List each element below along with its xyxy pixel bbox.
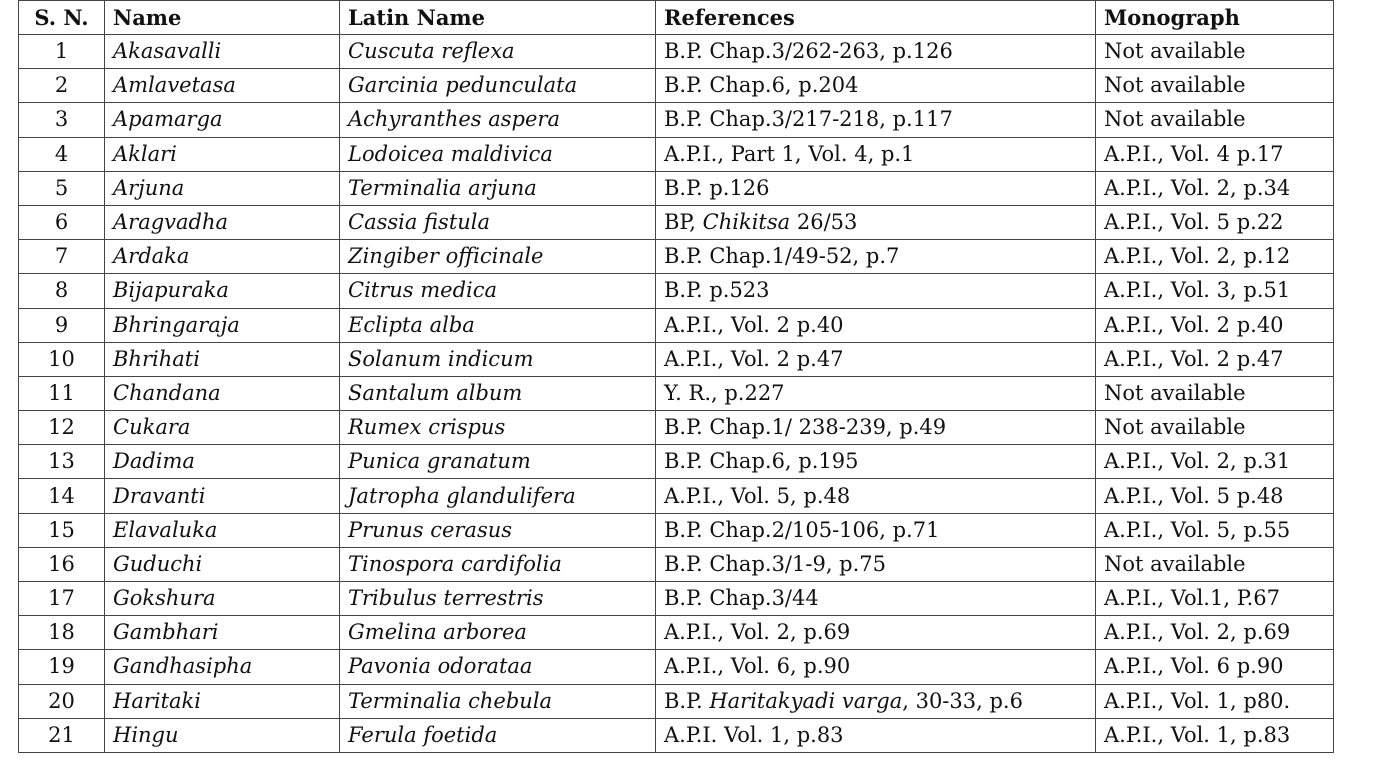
- cell-name: Hingu: [105, 718, 340, 752]
- cell-monograph: A.P.I., Vol. 2, p.31: [1096, 445, 1334, 479]
- cell-latin-name: Lodoicea maldivica: [340, 137, 656, 171]
- herb-reference-table: [18, 0, 1334, 753]
- reference-segment: A.P.I., Vol. 2 p.40: [664, 312, 844, 337]
- cell-name: Apamarga: [105, 103, 340, 137]
- cell-serial-number: 12: [19, 411, 105, 445]
- cell-name: Gambhari: [105, 616, 340, 650]
- table-row: [19, 171, 1334, 205]
- header-references: References: [656, 1, 1096, 35]
- table-row: [19, 411, 1334, 445]
- cell-serial-number: 6: [19, 205, 105, 239]
- cell-serial-number: 16: [19, 547, 105, 581]
- table-row: [19, 718, 1334, 752]
- cell-latin-name: Cuscuta reflexa: [340, 35, 656, 69]
- cell-monograph: Not available: [1096, 103, 1334, 137]
- cell-serial-number: 20: [19, 684, 105, 718]
- cell-name: Haritaki: [105, 684, 340, 718]
- cell-references: [656, 445, 1096, 479]
- reference-segment: A.P.I., Vol. 6, p.90: [664, 654, 851, 679]
- header-name: Name: [105, 1, 340, 35]
- cell-latin-name: Gmelina arborea: [340, 616, 656, 650]
- reference-italic-segment: Chikitsa: [702, 210, 791, 235]
- cell-serial-number: 14: [19, 479, 105, 513]
- cell-serial-number: 7: [19, 240, 105, 274]
- reference-segment: B.P. Chap.3/1-9, p.75: [664, 551, 887, 576]
- cell-name: Elavaluka: [105, 513, 340, 547]
- cell-latin-name: Tribulus terrestris: [340, 582, 656, 616]
- cell-latin-name: Cassia fistula: [340, 205, 656, 239]
- cell-references: [656, 513, 1096, 547]
- cell-serial-number: 11: [19, 376, 105, 410]
- table-body: [19, 35, 1334, 753]
- cell-references: [656, 582, 1096, 616]
- cell-latin-name: Citrus medica: [340, 274, 656, 308]
- reference-segment: B.P. p.523: [664, 278, 770, 303]
- cell-references: [656, 684, 1096, 718]
- cell-monograph: A.P.I., Vol. 1, p80.: [1096, 684, 1334, 718]
- cell-references: [656, 342, 1096, 376]
- reference-segment: B.P.: [664, 688, 710, 713]
- cell-serial-number: 15: [19, 513, 105, 547]
- cell-monograph: Not available: [1096, 35, 1334, 69]
- cell-serial-number: 10: [19, 342, 105, 376]
- cell-monograph: Not available: [1096, 547, 1334, 581]
- cell-name: Arjuna: [105, 171, 340, 205]
- table-row: [19, 205, 1334, 239]
- reference-segment: B.P. Chap.2/105-106, p.71: [664, 517, 940, 542]
- cell-latin-name: Achyranthes aspera: [340, 103, 656, 137]
- cell-monograph: A.P.I., Vol. 4 p.17: [1096, 137, 1334, 171]
- cell-references: [656, 650, 1096, 684]
- reference-segment: B.P. Chap.6, p.204: [664, 73, 859, 98]
- reference-segment: 26/53: [790, 210, 858, 235]
- table-row: [19, 650, 1334, 684]
- reference-segment: A.P.I., Vol. 5, p.48: [664, 483, 851, 508]
- reference-segment: B.P. Chap.1/ 238-239, p.49: [664, 415, 947, 440]
- cell-monograph: A.P.I., Vol. 5, p.55: [1096, 513, 1334, 547]
- table-row: [19, 308, 1334, 342]
- cell-name: Dadima: [105, 445, 340, 479]
- cell-references: [656, 205, 1096, 239]
- cell-serial-number: 4: [19, 137, 105, 171]
- cell-references: [656, 718, 1096, 752]
- cell-latin-name: Ferula foetida: [340, 718, 656, 752]
- cell-references: [656, 35, 1096, 69]
- cell-latin-name: Prunus cerasus: [340, 513, 656, 547]
- header-serial-number: S. N.: [19, 1, 105, 35]
- cell-serial-number: 5: [19, 171, 105, 205]
- cell-latin-name: Punica granatum: [340, 445, 656, 479]
- header-latin-name: Latin Name: [340, 1, 656, 35]
- reference-segment: B.P. p.126: [664, 175, 770, 200]
- cell-references: [656, 479, 1096, 513]
- table-row: [19, 513, 1334, 547]
- cell-name: Amlavetasa: [105, 69, 340, 103]
- reference-segment: BP,: [664, 210, 703, 235]
- cell-name: Akasavalli: [105, 35, 340, 69]
- cell-monograph: A.P.I., Vol. 1, p.83: [1096, 718, 1334, 752]
- cell-monograph: A.P.I., Vol. 5 p.48: [1096, 479, 1334, 513]
- reference-segment: A.P.I., Vol. 2, p.69: [664, 620, 851, 645]
- table-row: [19, 35, 1334, 69]
- reference-segment: A.P.I. Vol. 1, p.83: [664, 722, 844, 747]
- cell-name: Ardaka: [105, 240, 340, 274]
- cell-latin-name: Garcinia pedunculata: [340, 69, 656, 103]
- cell-monograph: A.P.I., Vol. 2 p.40: [1096, 308, 1334, 342]
- reference-segment: , 30-33, p.6: [902, 688, 1023, 713]
- cell-monograph: Not available: [1096, 69, 1334, 103]
- reference-segment: Y. R., p.227: [664, 380, 785, 405]
- cell-references: [656, 376, 1096, 410]
- reference-segment: B.P. Chap.3/262-263, p.126: [664, 39, 953, 64]
- cell-monograph: A.P.I., Vol.1, P.67: [1096, 582, 1334, 616]
- cell-name: Bhringaraja: [105, 308, 340, 342]
- cell-name: Chandana: [105, 376, 340, 410]
- cell-name: Bhrihati: [105, 342, 340, 376]
- table-row: [19, 479, 1334, 513]
- cell-references: [656, 411, 1096, 445]
- table-row: [19, 582, 1334, 616]
- cell-serial-number: 9: [19, 308, 105, 342]
- cell-monograph: A.P.I., Vol. 2, p.12: [1096, 240, 1334, 274]
- cell-references: [656, 171, 1096, 205]
- cell-serial-number: 19: [19, 650, 105, 684]
- cell-references: [656, 616, 1096, 650]
- cell-serial-number: 21: [19, 718, 105, 752]
- cell-references: [656, 274, 1096, 308]
- cell-name: Gandhasipha: [105, 650, 340, 684]
- cell-name: Cukara: [105, 411, 340, 445]
- table-row: [19, 137, 1334, 171]
- table-row: [19, 69, 1334, 103]
- cell-monograph: A.P.I., Vol. 5 p.22: [1096, 205, 1334, 239]
- reference-segment: B.P. Chap.6, p.195: [664, 449, 859, 474]
- table-row: [19, 616, 1334, 650]
- cell-serial-number: 1: [19, 35, 105, 69]
- cell-latin-name: Solanum indicum: [340, 342, 656, 376]
- cell-references: [656, 240, 1096, 274]
- cell-monograph: A.P.I., Vol. 3, p.51: [1096, 274, 1334, 308]
- reference-segment: B.P. Chap.3/217-218, p.117: [664, 107, 953, 132]
- reference-segment: A.P.I., Part 1, Vol. 4, p.1: [664, 141, 915, 166]
- cell-serial-number: 18: [19, 616, 105, 650]
- table-row: [19, 547, 1334, 581]
- cell-name: Dravanti: [105, 479, 340, 513]
- cell-name: Aklari: [105, 137, 340, 171]
- cell-name: Gokshura: [105, 582, 340, 616]
- cell-monograph: A.P.I., Vol. 2 p.47: [1096, 342, 1334, 376]
- cell-latin-name: Eclipta alba: [340, 308, 656, 342]
- cell-latin-name: Terminalia chebula: [340, 684, 656, 718]
- reference-segment: B.P. Chap.3/44: [664, 586, 819, 611]
- cell-latin-name: Terminalia arjuna: [340, 171, 656, 205]
- cell-references: [656, 103, 1096, 137]
- cell-references: [656, 69, 1096, 103]
- cell-serial-number: 13: [19, 445, 105, 479]
- cell-monograph: Not available: [1096, 376, 1334, 410]
- table-row: [19, 274, 1334, 308]
- cell-name: Guduchi: [105, 547, 340, 581]
- cell-serial-number: 3: [19, 103, 105, 137]
- cell-serial-number: 2: [19, 69, 105, 103]
- reference-segment: A.P.I., Vol. 2 p.47: [664, 346, 844, 371]
- cell-references: [656, 308, 1096, 342]
- table-row: [19, 240, 1334, 274]
- cell-latin-name: Tinospora cardifolia: [340, 547, 656, 581]
- reference-italic-segment: Haritakyadi varga: [709, 688, 903, 713]
- cell-monograph: A.P.I., Vol. 6 p.90: [1096, 650, 1334, 684]
- cell-latin-name: Jatropha glandulifera: [340, 479, 656, 513]
- cell-serial-number: 17: [19, 582, 105, 616]
- table-header-row: [19, 1, 1334, 35]
- table-row: [19, 445, 1334, 479]
- cell-latin-name: Santalum album: [340, 376, 656, 410]
- cell-serial-number: 8: [19, 274, 105, 308]
- cell-references: [656, 137, 1096, 171]
- cell-latin-name: Rumex crispus: [340, 411, 656, 445]
- table-row: [19, 684, 1334, 718]
- cell-monograph: A.P.I., Vol. 2, p.69: [1096, 616, 1334, 650]
- cell-references: [656, 547, 1096, 581]
- cell-name: Aragvadha: [105, 205, 340, 239]
- table-row: [19, 376, 1334, 410]
- cell-monograph: A.P.I., Vol. 2, p.34: [1096, 171, 1334, 205]
- cell-latin-name: Zingiber officinale: [340, 240, 656, 274]
- table-row: [19, 103, 1334, 137]
- table-row: [19, 342, 1334, 376]
- cell-latin-name: Pavonia odorataa: [340, 650, 656, 684]
- cell-name: Bijapuraka: [105, 274, 340, 308]
- header-monograph: Monograph: [1096, 1, 1334, 35]
- reference-segment: B.P. Chap.1/49-52, p.7: [664, 244, 900, 269]
- cell-monograph: Not available: [1096, 411, 1334, 445]
